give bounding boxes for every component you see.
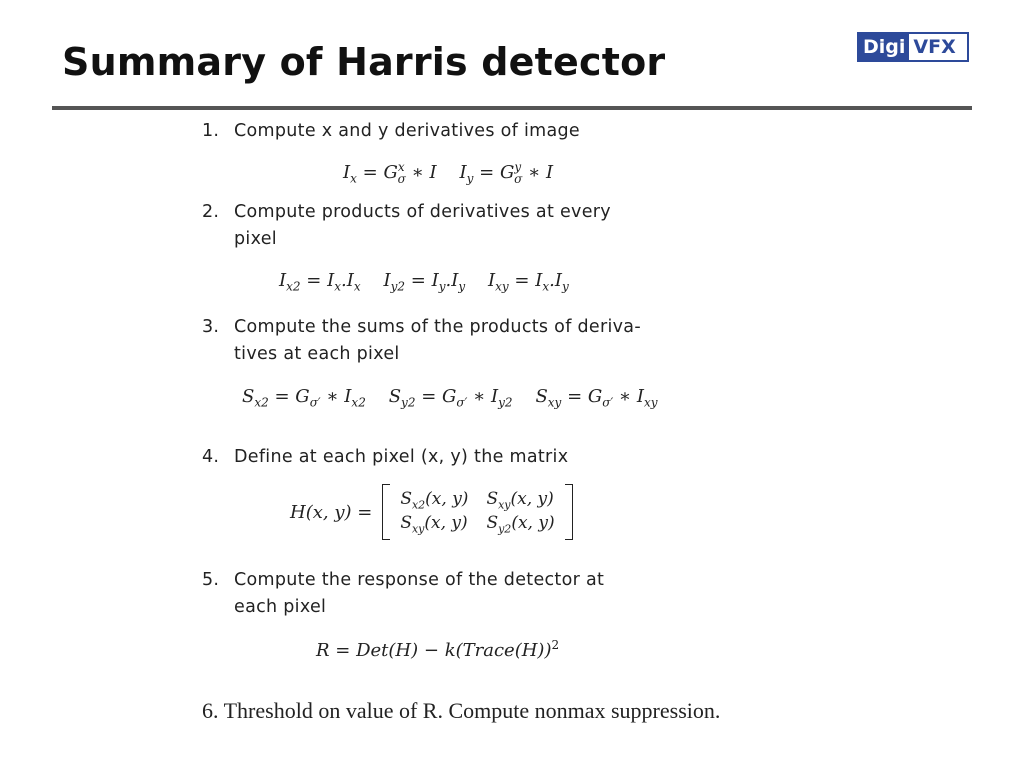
matrix-entry-sxy: $S_{xy}(x$, y): [400, 513, 468, 536]
matrix-lhs: H(x, y) =: [290, 501, 373, 523]
slide-title: Summary of Harris detector: [62, 40, 666, 84]
step-text-continued: pixel: [234, 229, 277, 249]
equation-response: R = Det(H) − k(Trace(H))$^2$: [316, 638, 560, 661]
step-text: Compute products of derivatives at every: [234, 202, 611, 222]
step-1: [202, 118, 580, 145]
title-divider: [52, 106, 972, 110]
matrix-entry-sy2: $S_{y2}(x$, y): [486, 513, 555, 536]
step-number: 2.: [202, 202, 220, 222]
step-6: [202, 698, 720, 724]
step-number: 5.: [202, 570, 220, 590]
step-text: Define at each pixel (x, y) the matrix: [234, 447, 569, 467]
step-number: 1.: [202, 121, 220, 141]
step-3: [202, 314, 641, 368]
matrix-entry-sx2: $S_{x2}(x$, y): [400, 488, 469, 511]
step-2: [202, 199, 611, 253]
step-number: 6.: [202, 698, 219, 723]
step-text: Threshold on value of R. Compute nonmax suppression.: [223, 698, 721, 723]
step-text: Compute the sums of the products of deriva-: [234, 317, 641, 337]
step-5: [202, 567, 604, 621]
step-4: [202, 444, 568, 471]
matrix-right-bracket: [565, 484, 573, 540]
step-number: 4.: [202, 447, 220, 467]
step-text: Compute x and y derivatives of image: [234, 121, 580, 141]
logo-vfx-text: VFX: [913, 36, 956, 58]
matrix-entry-sxy: $S_{xy}(x$, y): [486, 488, 554, 511]
equation-products: $I_{x2} = I_x.I_x$ $I_{y2} = I_y.I_y$ $I_{xy} = I_x.I_y$: [279, 270, 569, 294]
digivfx-logo: [857, 32, 969, 62]
logo-digi-text: Digi: [859, 34, 909, 60]
step-text-continued: each pixel: [234, 597, 327, 617]
step-text-continued: tives at each pixel: [234, 344, 400, 364]
matrix-left-bracket: [382, 484, 390, 540]
equation-derivatives: $I_x = G^x_\sigma$ ∗ I $I_y = G^y_\sigma$ ∗ I: [343, 160, 554, 186]
matrix-entries: [390, 489, 564, 536]
equation-sums: $S_{x2} = G_{\sigma'}$ ∗ $I_{x2}$ $S_{y2} = G_{\sigma'}$ ∗ $I_{y2}$ $S_{xy} = G_{\sigma'}$ ∗ $I_{xy}$: [242, 386, 658, 410]
equation-matrix-h: [290, 484, 573, 540]
step-text: Compute the response of the detector at: [234, 570, 605, 590]
step-number: 3.: [202, 317, 220, 337]
